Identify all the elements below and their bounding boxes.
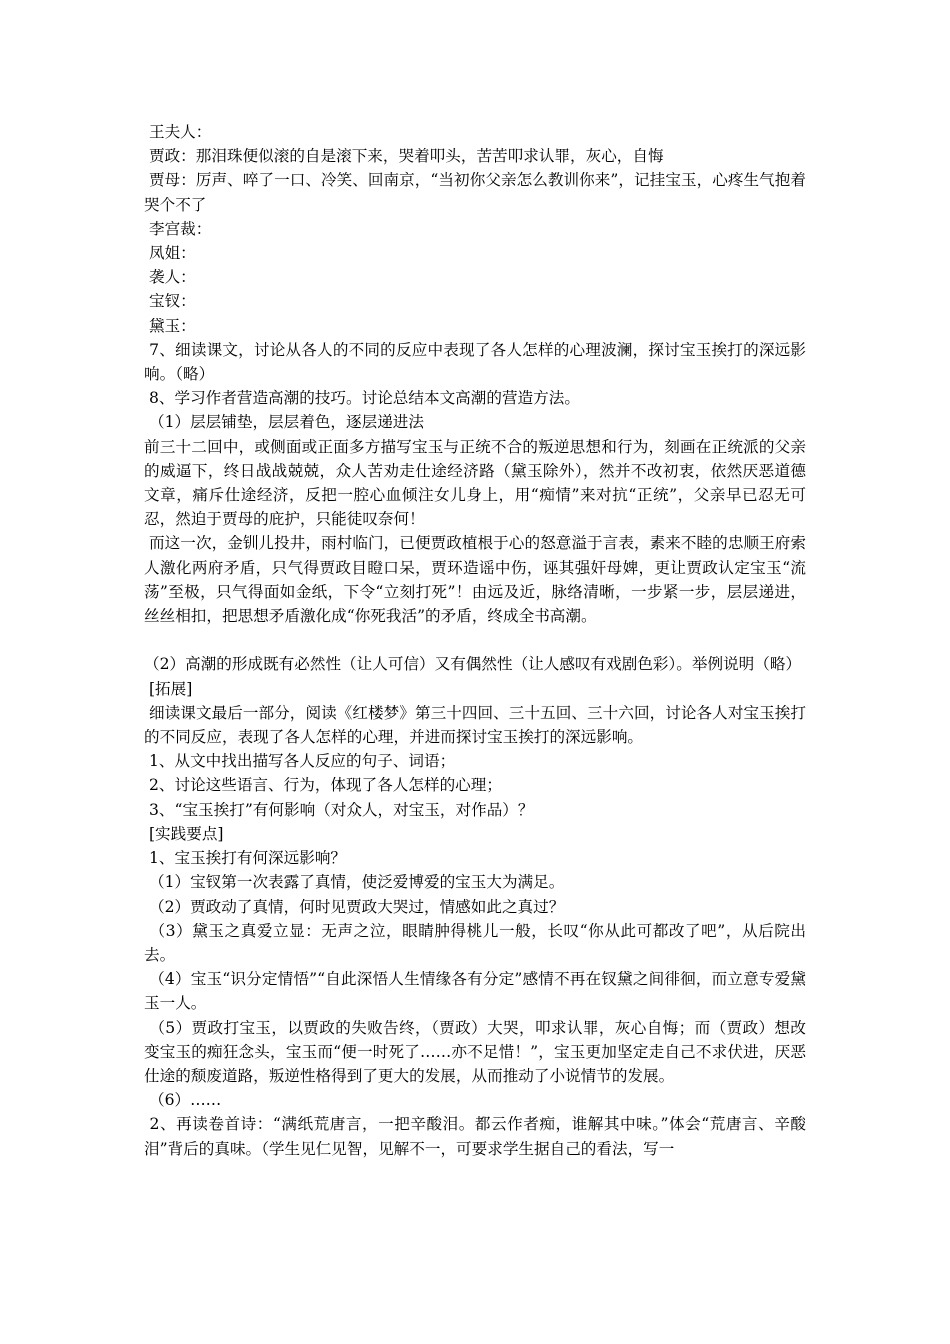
paragraph-method-1-heading: （1）层层铺垫，层层着色，逐层递进法 xyxy=(144,413,424,432)
paragraph-method-2: （2）高潮的形成既有必然性（让人可信）又有偶然性（让人感叹有戏剧色彩）。举例说明（略） xyxy=(144,631,802,674)
paragraph-item-8: 8、学习作者营造高潮的技巧。讨论总结本文高潮的营造方法。 xyxy=(144,389,580,408)
document-page xyxy=(144,120,806,1161)
text-line-dai-yu: 黛玉： xyxy=(144,316,196,335)
paragraph-practice-question-2: 2、再读卷首诗：“满纸荒唐言，一把辛酸泪。都云作者痴，谁解其中味。”体会“荒唐言、辛酸泪”背后的真味。（学生见仁见智，见解不一，可要求学生据自己的看法，写一 xyxy=(144,1115,806,1158)
text-line-xi-ren: 袭人： xyxy=(144,268,196,287)
paragraph-extension-intro: 细读课文最后一部分，阅读《红楼梦》第三十四回、三十五回、三十六回，讨论各人对宝玉挨打的不同反应，表现了各人怎样的心理，并进而探讨宝玉挨打的深远影响。 xyxy=(144,703,806,747)
list-item-impact-2: （2）贾政动了真情，何时见贾政大哭过，情感如此之真过？ xyxy=(144,897,565,916)
list-item-impact-3: （3）黛玉之真爱立显：无声之泣，眼睛肿得桃儿一般，长叹“你从此可都改了吧”，从后院出去。 xyxy=(144,921,806,964)
paragraph-method-1-body-b: 而这一次，金钏儿投井，雨村临门，已便贾政植根于心的怒意溢于言表，素来不睦的忠顺王府索人激化两府矛盾，只气得贾政目瞪口呆，贾环造谣中伤，诬其强奸母婢，更让贾政认定宝玉“流荡”至极，只气得面如金纸，下令“立刻打死”！由远及近，脉络清晰，一步紧一步，层层递进，丝丝相扣，把思想矛盾激化成“你死我活”的矛盾，终成全书高潮。 xyxy=(144,534,806,626)
text-line-li-gongcai: 李宫裁： xyxy=(144,219,212,238)
list-item-impact-5: （5）贾政打宝玉，以贾政的失败告终，（贾政）大哭，叩求认罪，灰心自悔；而（贾政）想改变宝玉的痴狂念头，宝玉而“便一时死了……亦不足惜！”，宝玉更加坚定走自己不求伏进，厌恶仕途的颓废道路，叛逆性格得到了更大的发展，从而推动了小说情节的发展。 xyxy=(144,1018,806,1085)
text-line-jia-zheng: 贾政：那泪珠便似滚的自是滚下来，哭着叩头，苦苦叩求认罪，灰心，自悔 xyxy=(144,147,664,166)
text-line-bao-chai: 宝钗： xyxy=(144,292,196,311)
section-heading-practice-points: [实践要点] xyxy=(144,824,224,843)
list-item-extension-2: 2、讨论这些语言、行为，体现了各人怎样的心理； xyxy=(144,776,502,795)
list-item-impact-1: （1）宝钗第一次表露了真情，使泛爱博爱的宝玉大为满足。 xyxy=(144,873,565,892)
list-item-impact-4: （4）宝玉“识分定情悟”“自此深悟人生情缘各有分定”感情不再在钗黛之间徘徊，而立意专爱黛玉一人。 xyxy=(144,970,806,1013)
paragraph-practice-question-1: 1、宝玉挨打有何深远影响？ xyxy=(144,849,347,868)
list-item-extension-1: 1、从文中找出描写各人反应的句子、词语； xyxy=(144,752,456,771)
list-item-impact-6: （6）…… xyxy=(144,1091,222,1110)
paragraph-item-7: 7、细读课文，讨论从各人的不同的反应中表现了各人怎样的心理波澜，探讨宝玉挨打的深远影响。（略） xyxy=(144,340,807,384)
list-item-extension-3: 3、“宝玉挨打”有何影响（对众人，对宝玉，对作品）？ xyxy=(144,800,534,819)
text-line-jia-mu: 贾母：厉声、啐了一口、冷笑、回南京，“当初你父亲怎么教训你来”，记挂宝玉，心疼生气抱着哭个不了 xyxy=(144,171,806,214)
text-line-feng-jie: 凤姐： xyxy=(144,244,196,263)
section-heading-extension: [拓展] xyxy=(144,679,193,698)
text-line-wang-furen: 王夫人： xyxy=(144,123,212,141)
paragraph-method-1-body-a: 前三十二回中，或侧面或正面多方描写宝玉与正统不合的叛逆思想和行为，刻画在正统派的父亲的威逼下，终日战战兢兢，众人苦劝走仕途经济路（黛玉除外），然并不改初衷，依然厌恶道德文章，痛斥仕途经济，反把一腔心血倾注女儿身上，用“痴情”来对抗“正统”，父亲早已忍无可忍，然迫于贾母的庇护，只能徒叹奈何！ xyxy=(144,437,806,529)
